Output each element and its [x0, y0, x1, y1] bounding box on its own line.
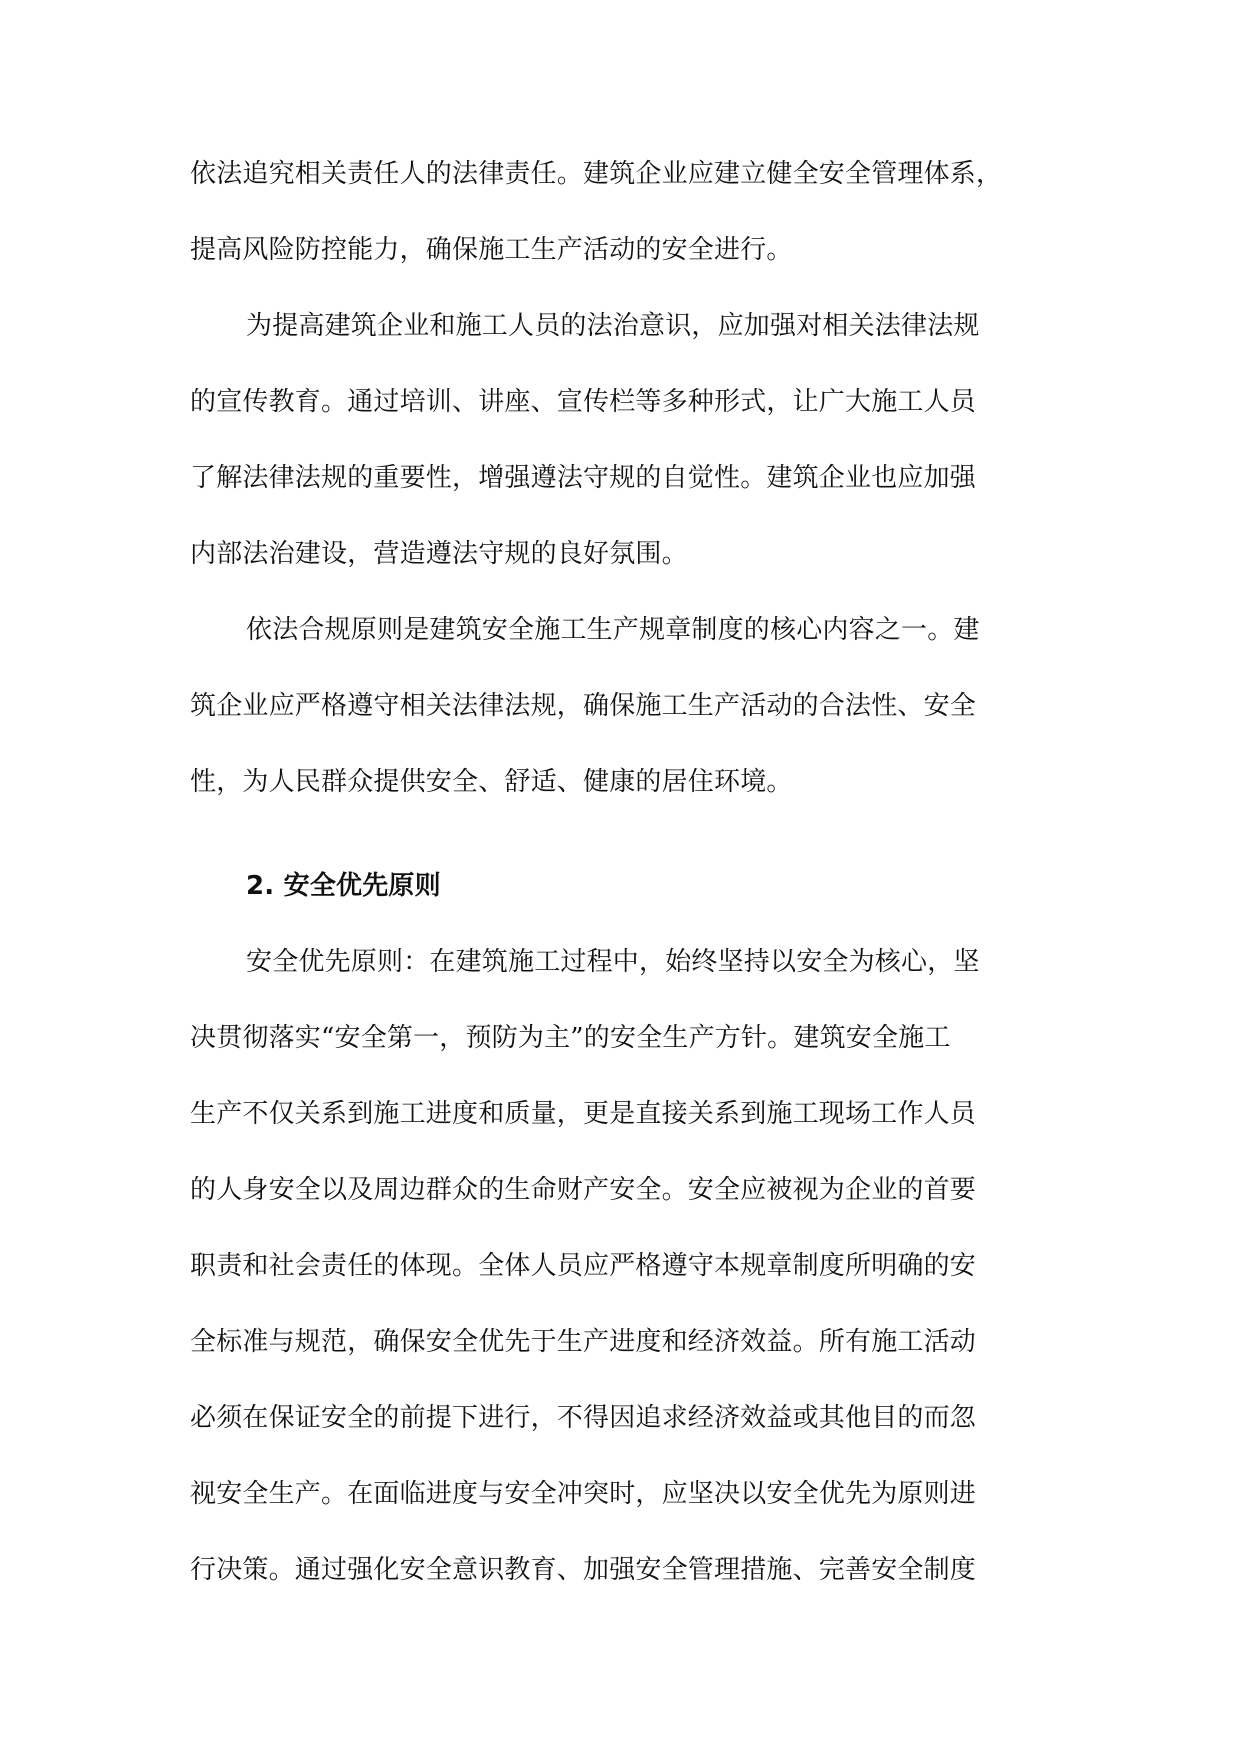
paragraph-line: 了解法律法规的重要性，增强遵法守规的自觉性。建筑企业也应加强 [190, 463, 977, 493]
paragraph-3 [190, 592, 1050, 820]
paragraph-line: 行决策。通过强化安全意识教育、加强安全管理措施、完善安全制度 [190, 1555, 977, 1585]
paragraph-line: 依法追究相关责任人的法律责任。建筑企业应建立健全安全管理体系， [190, 159, 1003, 189]
paragraph-line: 安全优先原则：在建筑施工过程中，始终坚持以安全为核心，坚 [246, 947, 980, 977]
paragraph-line: 依法合规原则是建筑安全施工生产规章制度的核心内容之一。建 [246, 615, 980, 645]
document-body [190, 136, 1050, 1608]
paragraph-line: 决贯彻落实“安全第一，预防为主”的安全生产方针。建筑安全施工 [190, 1023, 951, 1053]
paragraph-line: 职责和社会责任的体现。全体人员应严格遵守本规章制度所明确的安 [190, 1251, 977, 1281]
paragraph-4 [190, 924, 1050, 1608]
paragraph-line: 的宣传教育。通过培训、讲座、宣传栏等多种形式，让广大施工人员 [190, 387, 977, 417]
paragraph-line: 必须在保证安全的前提下进行，不得因追求经济效益或其他目的而忽 [190, 1403, 977, 1433]
paragraph-line: 的人身安全以及周边群众的生命财产安全。安全应被视为企业的首要 [190, 1175, 977, 1205]
paragraph-line: 视安全生产。在面临进度与安全冲突时，应坚决以安全优先为原则进 [190, 1479, 977, 1509]
paragraph-line: 性，为人民群众提供安全、舒适、健康的居住环境。 [190, 767, 793, 797]
paragraph-line: 提高风险防控能力，确保施工生产活动的安全进行。 [190, 235, 793, 265]
paragraph-line: 生产不仅关系到施工进度和质量，更是直接关系到施工现场工作人员 [190, 1099, 977, 1129]
paragraph-2 [190, 288, 1050, 592]
paragraph-line: 为提高建筑企业和施工人员的法治意识，应加强对相关法律法规 [246, 311, 980, 341]
paragraph-line: 筑企业应严格遵守相关法律法规，确保施工生产活动的合法性、安全 [190, 691, 977, 721]
paragraph-line: 内部法治建设，营造遵法守规的良好氛围。 [190, 539, 688, 569]
paragraph-1 [190, 136, 1050, 288]
paragraph-line: 全标准与规范，确保安全优先于生产进度和经济效益。所有施工活动 [190, 1327, 977, 1357]
section-heading: 2. 安全优先原则 [246, 871, 441, 901]
